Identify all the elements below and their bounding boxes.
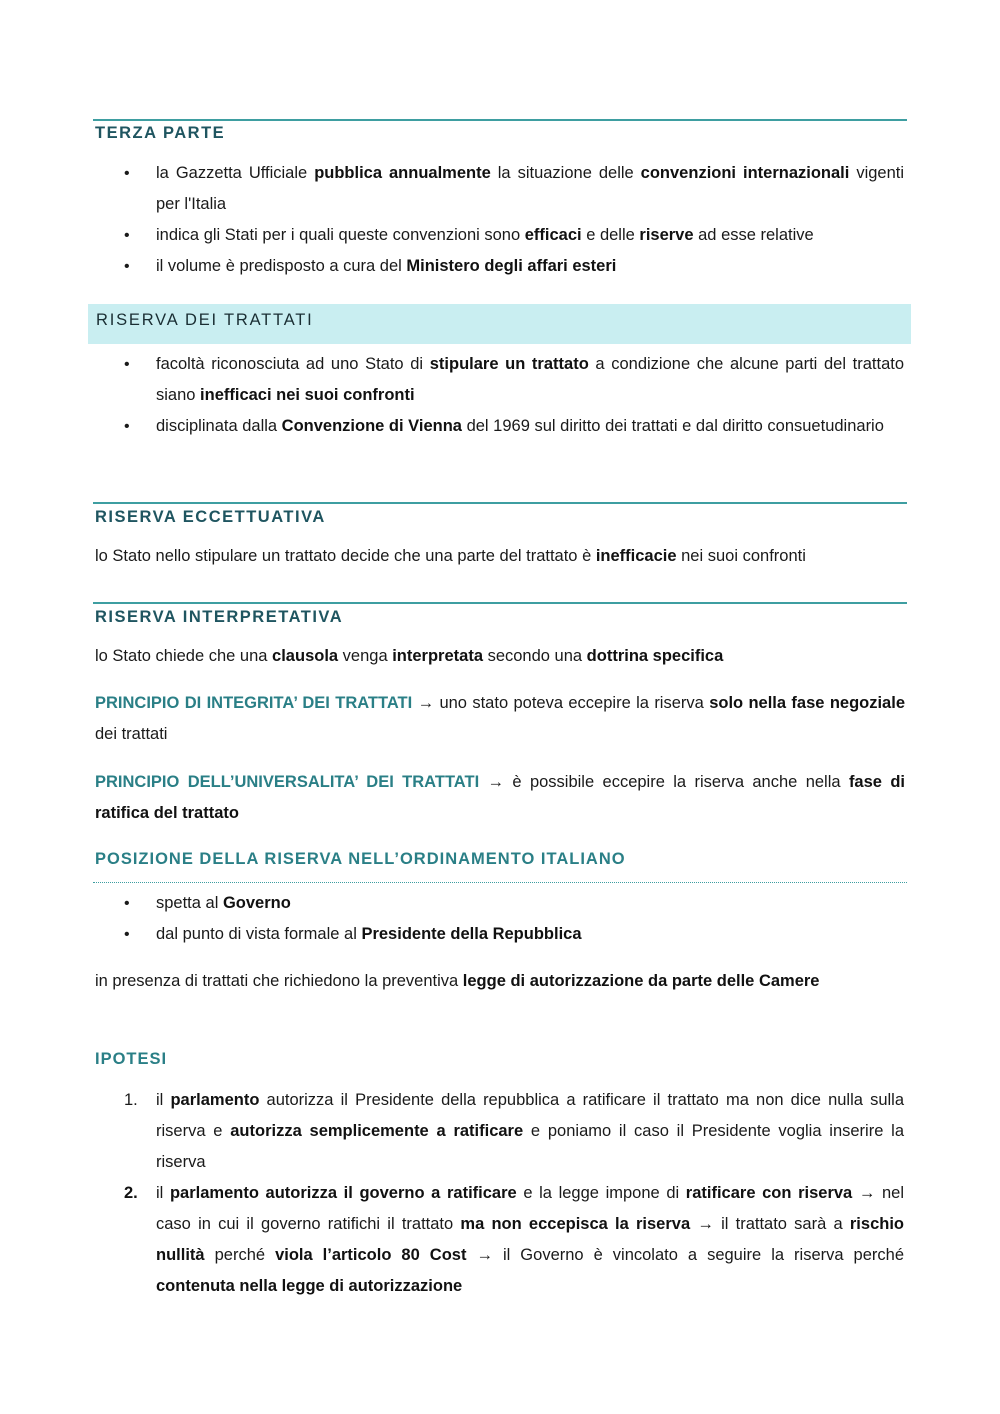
terza-parte-list [0,158,1000,282]
paragraph: lo Stato chiede che una clausola venga interpretata secondo una dottrina specifica [95,647,724,665]
section-rule [93,502,907,504]
riserva-trattati-list [0,349,1000,442]
section-band [88,304,911,344]
list-item: • la Gazzetta Ufficiale pubblica annualmente la situazione delle convenzioni internazionali vigenti per l'Italia [0,158,1000,220]
heading-ipotesi: IPOTESI [95,1050,168,1068]
principle-universalita: PRINCIPIO DELL’UNIVERSALITA’ DEI TRATTATI → è possibile eccepire la riserva anche nella fase di ratifica del trattato [95,773,905,822]
ipotesi-list [0,1085,1000,1302]
list-item: • indica gli Stati per i quali queste convenzioni sono efficaci e delle riserve ad esse relative [0,220,1000,251]
section-rule-dotted [93,882,907,883]
heading-terza-parte: TERZA PARTE [95,124,226,142]
posizione-list [0,888,1000,950]
list-item: 2. il parlamento autorizza il governo a ratificare e la legge impone di ratificare con riserva → nel caso in cui il governo ratifichi il trattato ma non eccepisca la riserva → il trattato sarà a rischio nullità perché viola l’articolo 80 Cost → il Governo è vincolato a seguire la riserva perché contenuta nella legge di autorizzazione [124,1184,905,1295]
list-item: 1. il parlamento autorizza il Presidente della repubblica a ratificare il trattato ma non dice nulla sulla riserva e autorizza semplicemente a ratificare e poniamo il caso il Presidente voglia inserire la riserva [124,1091,904,1171]
heading-riserva-trattati: RISERVA DEI TRATTATI [96,311,314,329]
principle-integrita: PRINCIPIO DI INTEGRITA’ DEI TRATTATI → uno stato poteva eccepire la riserva solo nella fase negoziale dei trattati [95,694,905,743]
list-item: • disciplinata dalla Convenzione di Vienna del 1969 sul diritto dei trattati e dal diritto consuetudinario [0,411,1000,442]
list-item: • spetta al Governo [0,888,1000,919]
paragraph: in presenza di trattati che richiedono la preventiva legge di autorizzazione da parte delle Camere [95,972,820,990]
heading-posizione: POSIZIONE DELLA RISERVA NELL’ORDINAMENTO ITALIANO [95,850,626,868]
list-item: • facoltà riconosciuta ad uno Stato di stipulare un trattato a condizione che alcune parti del trattato siano inefficaci nei suoi confronti [0,349,1000,411]
arrow-icon: → [697,1215,714,1233]
arrow-icon: → [858,1184,876,1202]
paragraph: lo Stato nello stipulare un trattato decide che una parte del trattato è inefficacie nei suoi confronti [95,547,806,565]
heading-riserva-eccettuativa: RISERVA ECCETTUATIVA [95,508,326,526]
list-item: • dal punto di vista formale al Presidente della Repubblica [0,919,1000,950]
heading-riserva-interpretativa: RISERVA INTERPRETATIVA [95,608,344,626]
section-rule [93,602,907,604]
list-item: • il volume è predisposto a cura del Ministero degli affari esteri [0,251,1000,282]
section-rule [93,119,907,121]
